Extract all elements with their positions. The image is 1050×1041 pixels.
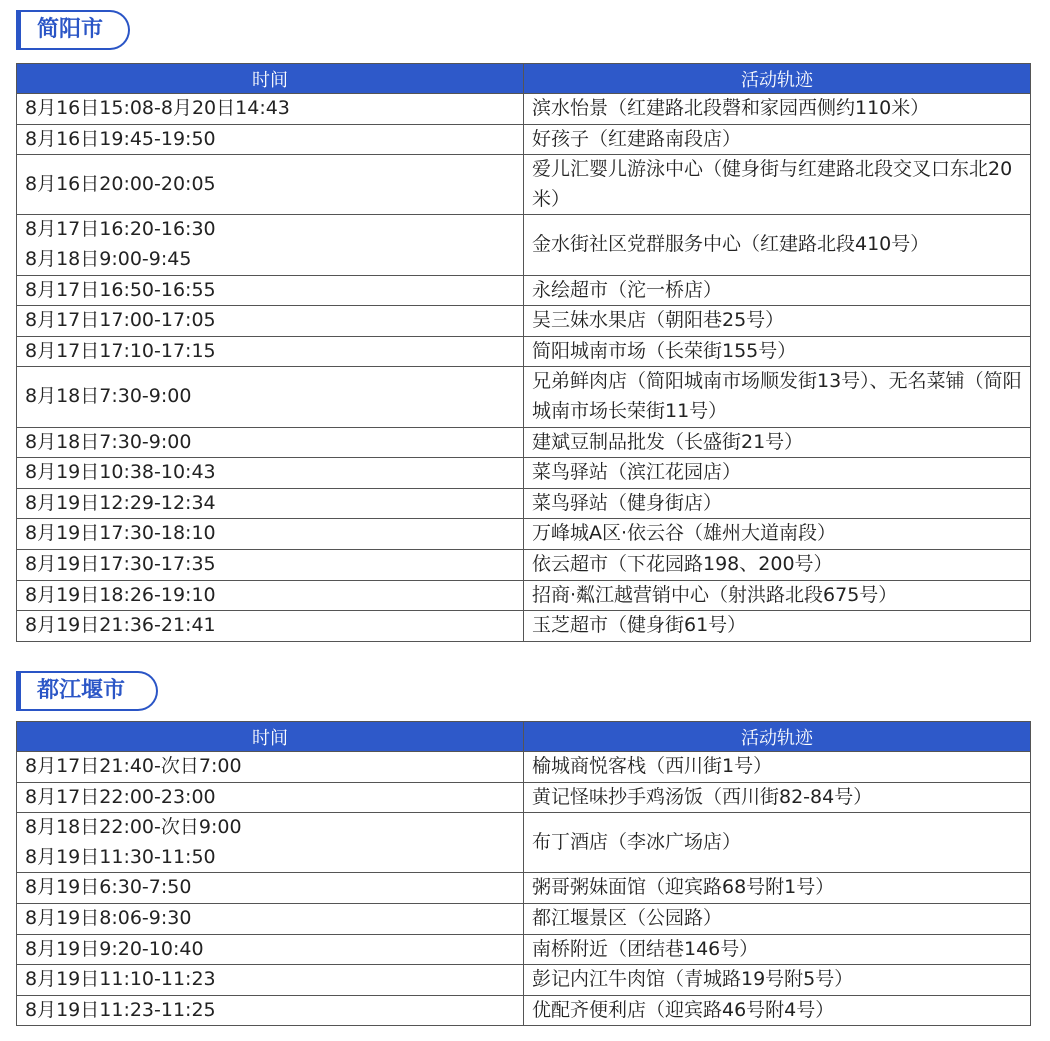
time-cell bbox=[17, 752, 524, 783]
table-row bbox=[17, 903, 1031, 934]
place-cell: 好孩子（红建路南段店） bbox=[524, 124, 1031, 155]
table-row bbox=[17, 580, 1031, 611]
table-row bbox=[17, 873, 1031, 904]
table-header-row bbox=[17, 64, 1031, 94]
table-row bbox=[17, 215, 1031, 275]
time-cell bbox=[17, 306, 524, 337]
itinerary-table bbox=[16, 63, 1031, 642]
place-cell: 玉芝超市（健身街61号） bbox=[524, 611, 1031, 642]
time-cell bbox=[17, 336, 524, 367]
time-range: 8月19日6:30-7:50 bbox=[25, 876, 192, 899]
table-row bbox=[17, 336, 1031, 367]
table-row bbox=[17, 995, 1031, 1026]
time-cell bbox=[17, 549, 524, 580]
time-range: 8月19日9:20-10:40 bbox=[25, 937, 204, 960]
place-cell: 布丁酒店（李冰广场店） bbox=[524, 813, 1031, 873]
time-range: 8月19日18:26-19:10 bbox=[25, 583, 216, 606]
time-cell bbox=[17, 995, 524, 1026]
header-place: 活动轨迹 bbox=[524, 722, 1031, 752]
place-cell: 吴三妹水果店（朝阳巷25号） bbox=[524, 306, 1031, 337]
place-cell: 优配齐便利店（迎宾路46号附4号） bbox=[524, 995, 1031, 1026]
time-cell bbox=[17, 124, 524, 155]
time-range: 8月16日19:45-19:50 bbox=[25, 127, 216, 150]
time-range: 8月17日21:40-次日7:00 bbox=[25, 755, 242, 777]
time-range: 8月17日22:00-23:00 bbox=[25, 785, 216, 808]
place-cell: 万峰城A区·依云谷（雄州大道南段） bbox=[524, 519, 1031, 550]
section-dujiangyan bbox=[16, 671, 1030, 1026]
time-range: 8月19日8:06-9:30 bbox=[25, 906, 192, 929]
time-range: 8月19日11:30-11:50 bbox=[25, 845, 216, 868]
time-cell bbox=[17, 488, 524, 519]
time-range: 8月19日10:38-10:43 bbox=[25, 461, 216, 484]
time-cell bbox=[17, 215, 524, 275]
time-range: 8月17日17:00-17:05 bbox=[25, 309, 216, 332]
time-range: 8月19日11:10-11:23 bbox=[25, 968, 216, 991]
table-row bbox=[17, 458, 1031, 489]
place-cell: 滨水怡景（红建路北段磬和家园西侧约110米） bbox=[524, 94, 1031, 125]
place-cell: 金水街社区党群服务中心（红建路北段410号） bbox=[524, 215, 1031, 275]
time-cell bbox=[17, 580, 524, 611]
place-cell: 菜鸟驿站（滨江花园店） bbox=[524, 458, 1031, 489]
place-cell: 爱儿汇婴儿游泳中心（健身街与红建路北段交叉口东北20米） bbox=[524, 155, 1031, 215]
place-cell: 都江堰景区（公园路） bbox=[524, 903, 1031, 934]
place-cell: 简阳城南市场（长荣街155号） bbox=[524, 336, 1031, 367]
time-cell bbox=[17, 155, 524, 215]
place-cell: 永绘超市（沱一桥店） bbox=[524, 275, 1031, 306]
time-range: 8月19日12:29-12:34 bbox=[25, 491, 216, 514]
header-time: 时间 bbox=[17, 64, 524, 94]
time-cell bbox=[17, 458, 524, 489]
table-row bbox=[17, 752, 1031, 783]
time-range: 8月17日17:10-17:15 bbox=[25, 339, 216, 362]
time-range: 8月19日17:30-18:10 bbox=[25, 522, 216, 545]
time-cell bbox=[17, 367, 524, 427]
table-row bbox=[17, 427, 1031, 458]
time-range: 8月17日16:50-16:55 bbox=[25, 278, 216, 301]
header-time: 时间 bbox=[17, 722, 524, 752]
table-row bbox=[17, 367, 1031, 427]
time-range: 8月18日7:30-9:00 bbox=[25, 430, 192, 453]
table-body bbox=[17, 94, 1031, 642]
table-row bbox=[17, 934, 1031, 965]
time-cell bbox=[17, 965, 524, 996]
table-header-row bbox=[17, 722, 1031, 752]
table-row bbox=[17, 813, 1031, 873]
time-range: 8月17日16:20-16:30 bbox=[25, 218, 216, 241]
city-title: 都江堰市 bbox=[16, 671, 158, 711]
time-range: 8月16日20:00-20:05 bbox=[25, 172, 216, 195]
table-row bbox=[17, 94, 1031, 125]
city-title: 简阳市 bbox=[16, 10, 130, 50]
place-cell: 南桥附近（团结巷146号） bbox=[524, 934, 1031, 965]
table-row bbox=[17, 519, 1031, 550]
place-cell: 招商·粼江越营销中心（射洪路北段675号） bbox=[524, 580, 1031, 611]
place-cell: 建斌豆制品批发（长盛街21号） bbox=[524, 427, 1031, 458]
table-row bbox=[17, 306, 1031, 337]
place-cell: 依云超市（下花园路198、200号） bbox=[524, 549, 1031, 580]
table-body bbox=[17, 752, 1031, 1026]
time-range: 8月18日9:00-9:45 bbox=[25, 247, 192, 270]
header-place: 活动轨迹 bbox=[524, 64, 1031, 94]
table-row bbox=[17, 549, 1031, 580]
time-cell bbox=[17, 813, 524, 873]
time-cell bbox=[17, 934, 524, 965]
time-cell bbox=[17, 519, 524, 550]
table-row bbox=[17, 965, 1031, 996]
itinerary-table bbox=[16, 721, 1031, 1026]
place-cell: 黄记怪味抄手鸡汤饭（西川街82-84号） bbox=[524, 782, 1031, 813]
time-range: 8月18日22:00-次日9:00 bbox=[25, 816, 242, 839]
table-row bbox=[17, 124, 1031, 155]
section-jianyang bbox=[16, 10, 1030, 642]
place-cell: 粥哥粥妹面馆（迎宾路68号附1号） bbox=[524, 873, 1031, 904]
time-range: 8月19日17:30-17:35 bbox=[25, 552, 216, 575]
time-cell bbox=[17, 782, 524, 813]
time-cell bbox=[17, 611, 524, 642]
time-cell bbox=[17, 427, 524, 458]
time-range: 8月19日11:23-11:25 bbox=[25, 998, 216, 1021]
place-cell: 榆城商悦客栈（西川街1号） bbox=[524, 752, 1031, 783]
time-cell bbox=[17, 94, 524, 125]
table-row bbox=[17, 155, 1031, 215]
time-range: 8月19日21:36-21:41 bbox=[25, 614, 216, 637]
table-row bbox=[17, 275, 1031, 306]
time-cell bbox=[17, 903, 524, 934]
table-row bbox=[17, 782, 1031, 813]
time-cell bbox=[17, 873, 524, 904]
time-cell bbox=[17, 275, 524, 306]
table-row bbox=[17, 611, 1031, 642]
table-row bbox=[17, 488, 1031, 519]
place-cell: 彭记内江牛肉馆（青城路19号附5号） bbox=[524, 965, 1031, 996]
time-range: 8月16日15:08-8月20日14:43 bbox=[25, 97, 290, 119]
time-range: 8月18日7:30-9:00 bbox=[25, 385, 192, 408]
place-cell: 菜鸟驿站（健身街店） bbox=[524, 488, 1031, 519]
place-cell: 兄弟鲜肉店（简阳城南市场顺发街13号）、无名菜铺（简阳城南市场长荣街11号） bbox=[524, 367, 1031, 427]
